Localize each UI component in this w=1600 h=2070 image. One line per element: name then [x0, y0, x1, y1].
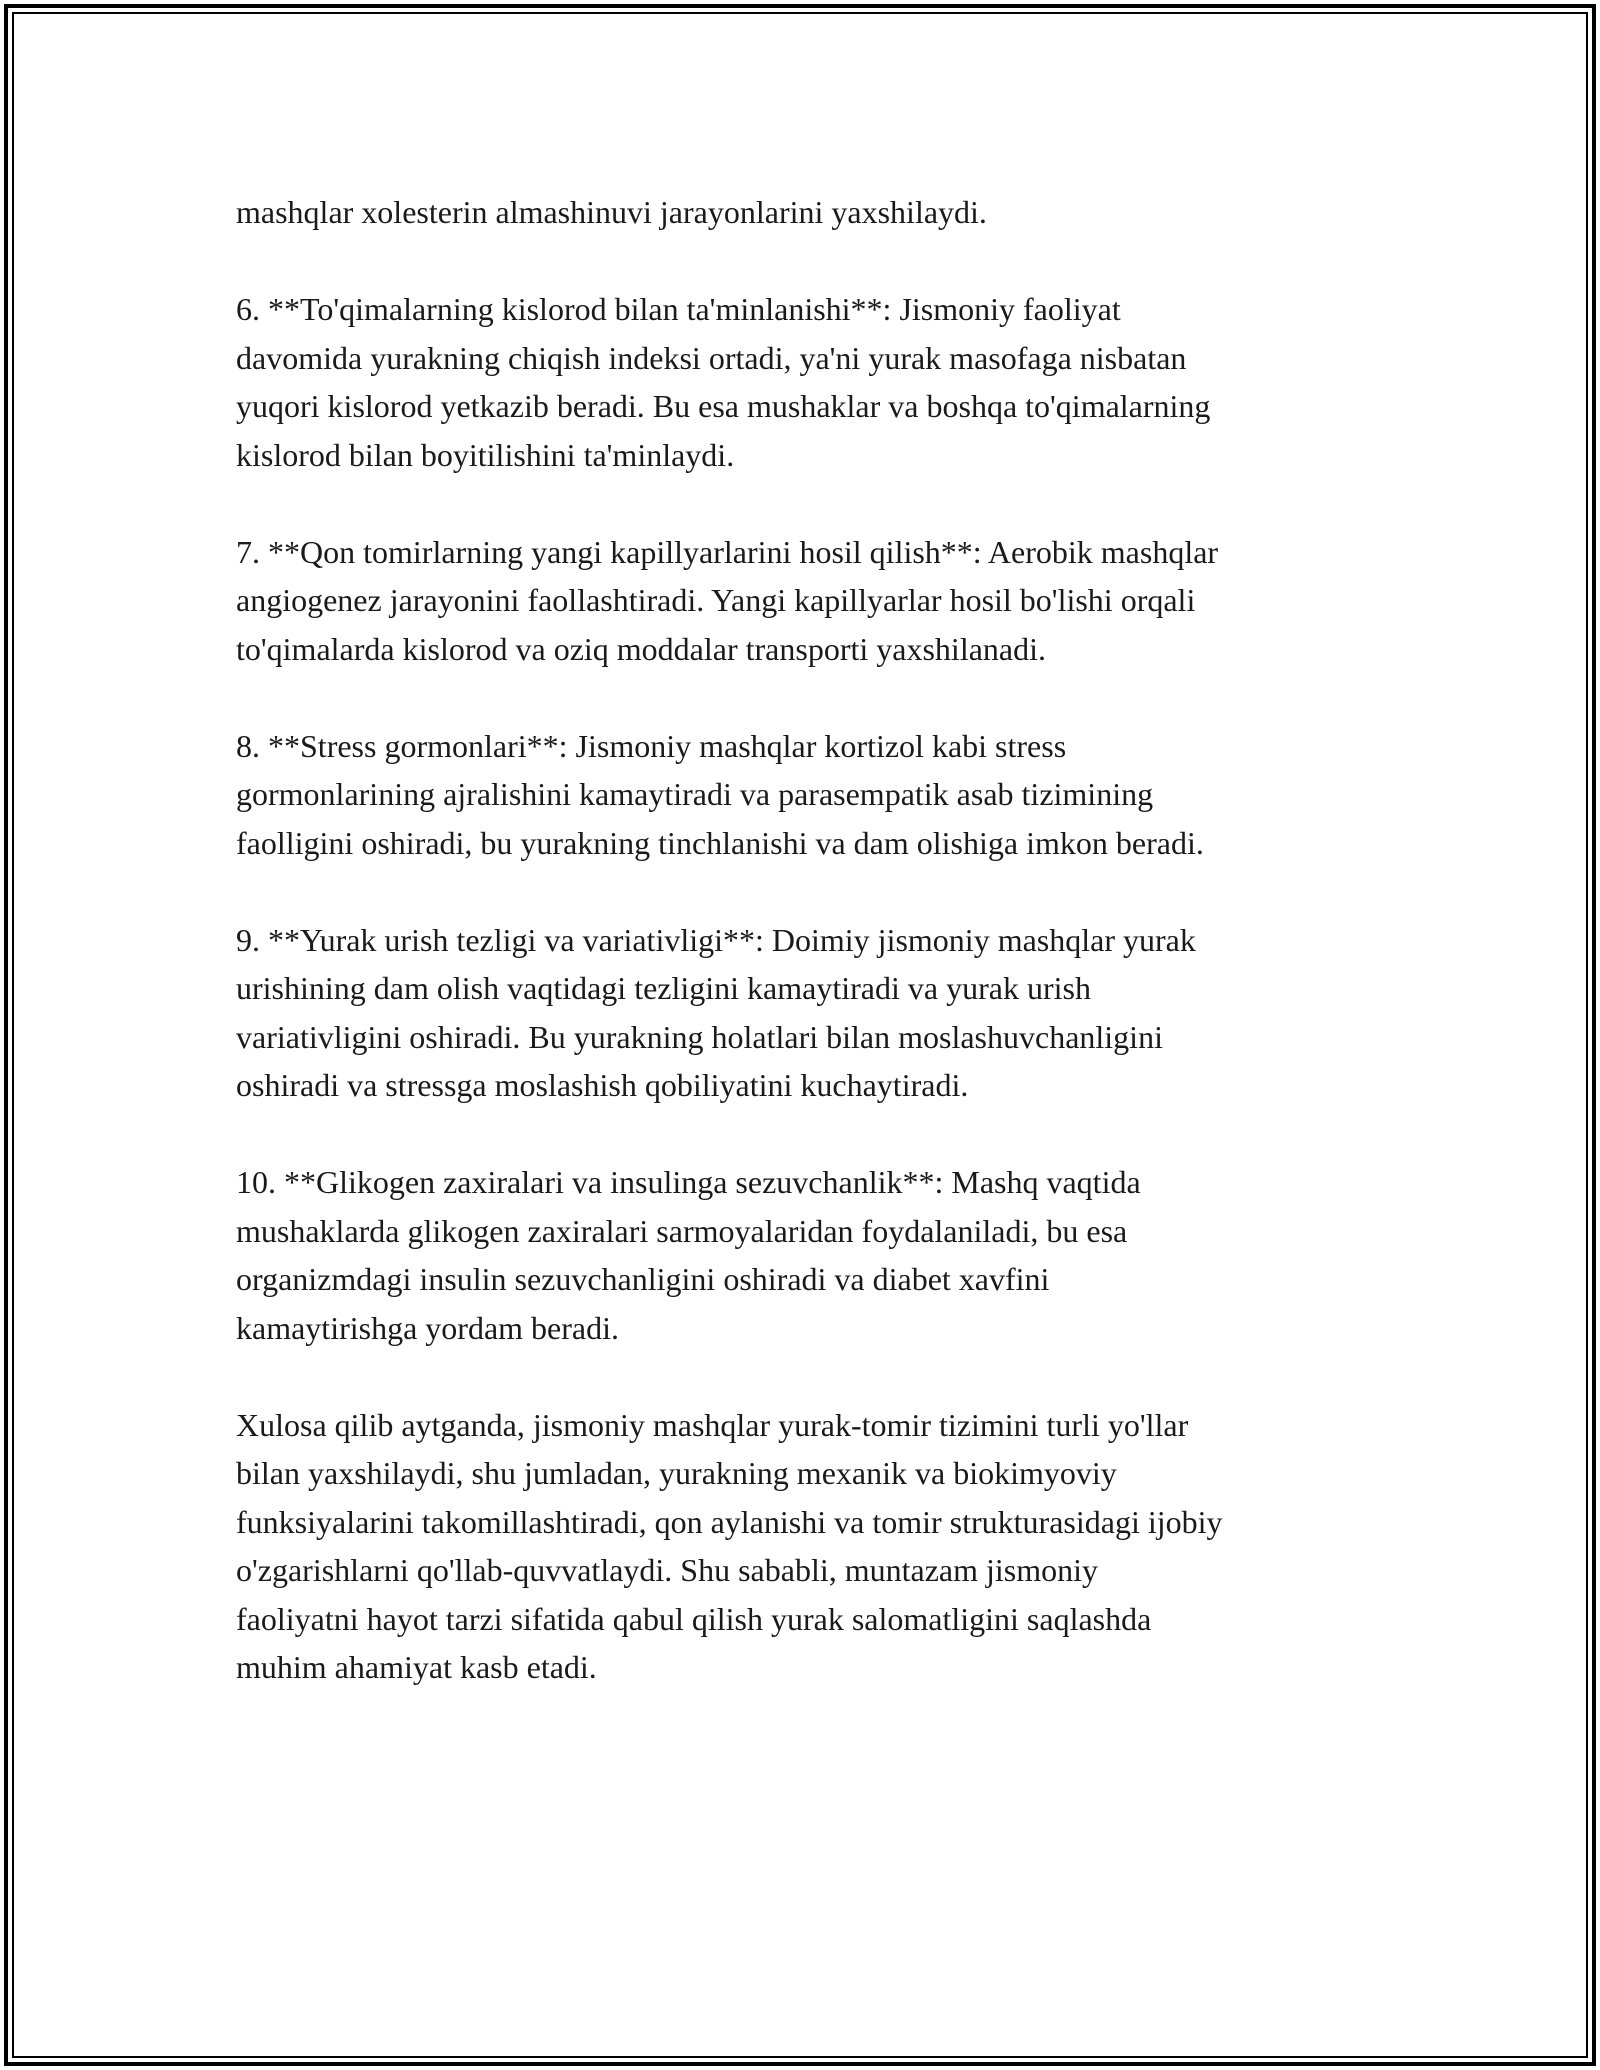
paragraph-conclusion: Xulosa qilib aytganda, jismoniy mashqlar yurak-tomir tizimini turli yo'llar bilan yaxshilaydi, shu jumladan, yurakning mexanik va biokimyoviy funksiyalarini takomillashtiradi, qon aylanishi va tomir strukturasidagi ijobiy o'zgarishlarni qo'llab-quvvatlaydi. Shu sababli, muntazam jismoniy faoliyatni hayot tarzi sifatida qabul qilish yurak salomatligini saqlashda muhim ahamiyat kasb etadi.: [236, 1406, 1223, 1685]
paragraph-item-7: 7. **Qon tomirlarning yangi kapillyarlarini hosil qilish**: Aerobik mashqlar angiogenez jarayonini faollashtiradi. Yangi kapillyarlar hosil bo'lishi orqali to'qimalarda kislorod va oziq moddalar transporti yaxshilanadi.: [236, 533, 1219, 667]
paragraph-continuation: mashqlar xolesterin almashinuvi jarayonlarini yaxshilaydi.: [236, 194, 987, 230]
paragraph-item-6: 6. **To'qimalarning kislorod bilan ta'minlanishi**: Jismoniy faoliyat davomida yurakning chiqish indeksi ortadi, ya'ni yurak masofaga nisbatan yuqori kislorod yetkazib beradi. Bu esa mushaklar va boshqa to'qimalarning kislorod bilan boyitilishini ta'minlaydi.: [236, 291, 1211, 473]
paragraph-item-9: 9. **Yurak urish tezligi va variativligi**: Doimiy jismoniy mashqlar yurak urishining dam olish vaqtidagi tezligini kamaytiradi va yurak urish variativligini oshiradi. Bu yurakning holatlari bilan moslashuvchanligini oshiradi va stressga moslashish qobiliyatini kuchaytiradi.: [236, 921, 1196, 1103]
paragraph-item-8: 8. **Stress gormonlari**: Jismoniy mashqlar kortizol kabi stress gormonlarining ajralishini kamaytiradi va parasempatik asab tizimining faolligini oshiradi, bu yurakning tinchlanishi va dam olishiga imkon beradi.: [236, 727, 1204, 861]
document-body: [236, 188, 1386, 1692]
paragraph-item-10: 10. **Glikogen zaxiralari va insulinga sezuvchanlik**: Mashq vaqtida mushaklarda glikogen zaxiralari sarmoyalaridan foydalaniladi, bu esa organizmdagi insulin sezuvchanligini oshiradi va diabet xavfini kamaytirishga yordam beradi.: [236, 1164, 1141, 1346]
